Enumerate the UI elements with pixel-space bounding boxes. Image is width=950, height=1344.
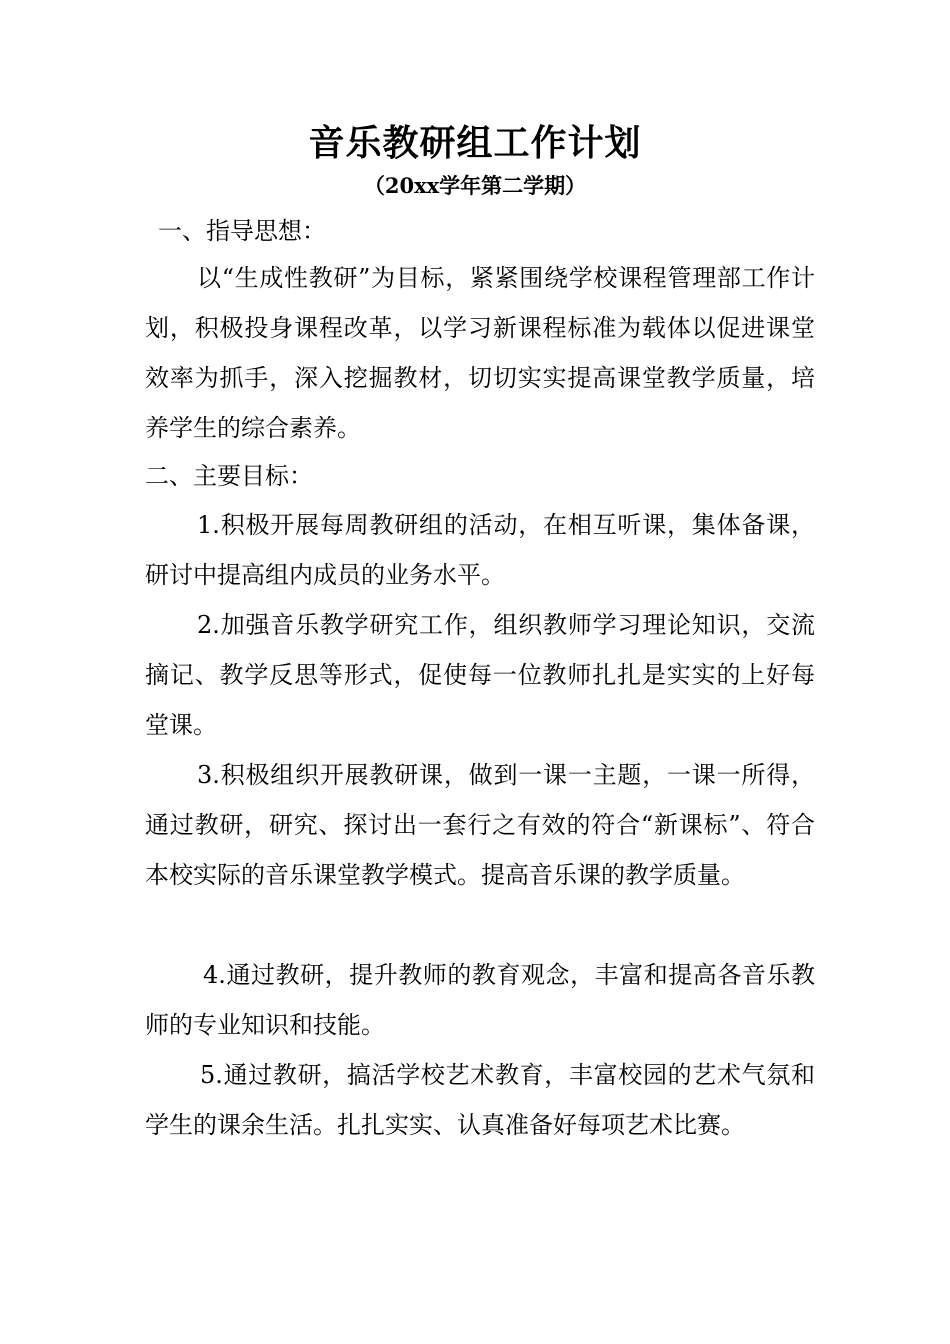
section-heading-guiding-ideology: 一、指导思想：: [158, 217, 326, 245]
paragraph-guiding-ideology: 以“生成性教研”为目标，紧紧围绕学校课程管理部工作计划，积极投身课程改革，以学习新课程标准为载体以促进课堂效率为抓手，深入挖掘教材，切切实实提高课堂教学质量，培养学生的综合素养。: [145, 264, 815, 442]
goal-item-3: 3.积极组织开展教研课，做到一课一主题，一课一所得，通过教研，研究、探讨出一套行之有效的符合“新课标”、符合本校实际的音乐课堂教学模式。提高音乐课的教学质量。: [145, 761, 815, 889]
document-subtitle: （20xx学年第二学期）: [363, 173, 587, 198]
goal-item-5: 5.通过教研，搞活学校艺术教育，丰富校园的艺术气氛和学生的课余生活。扎扎实实、认真准备好每项艺术比赛。: [145, 1061, 815, 1139]
goal-item-2: 2.加强音乐教学研究工作，组织教师学习理论知识，交流摘记、教学反思等形式，促使每一位教师扎扎是实实的上好每堂课。: [145, 611, 815, 739]
section-heading-main-goals: 二、主要目标：: [145, 462, 313, 490]
goal-item-1: 1.积极开展每周教研组的活动，在相互听课，集体备课，研讨中提高组内成员的业务水平。: [145, 511, 815, 589]
goal-item-4: 4.通过教研，提升教师的教育观念，丰富和提高各音乐教师的专业知识和技能。: [145, 961, 815, 1039]
document-title: 音乐教研组工作计划: [308, 122, 642, 164]
